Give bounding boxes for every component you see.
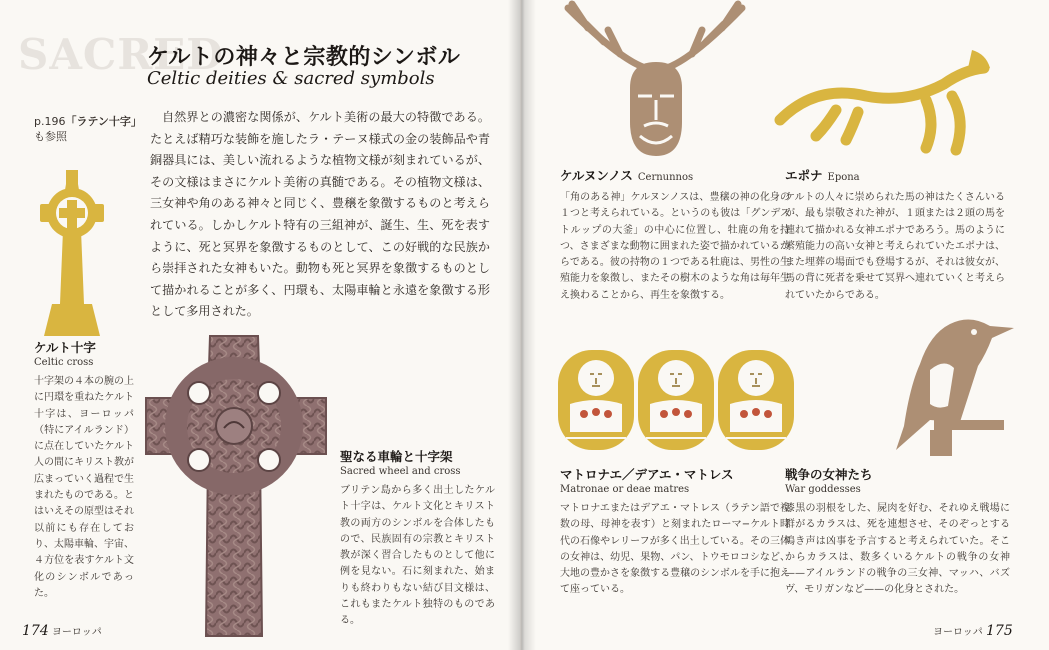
- war-goddesses-subtitle: War goddesses: [785, 484, 861, 495]
- stone-cross-photo: [146, 336, 326, 636]
- page-title-english: Celtic deities & sacred symbols: [147, 68, 435, 89]
- celtic-cross-caption: [34, 338, 134, 602]
- matronae-body: マトロナエまたはデアエ・マトレス（ラテン語で複数の母、母神を表す）と刻まれたローマ−ケルト時代の石像やレリーフが多く出土している。その三体の女神は、幼児、果物、パン、トウモロコシなど、大地の豊かさを象徴する豊穣のシンボルを手に抱えて座っている。: [560, 503, 790, 596]
- intro-paragraph: 自然界との濃密な関係が、ケルト美術の最大の特徴である。たとえば精巧な装飾を施したラ・テーヌ様式の金の装飾品や青銅器具には、美しい流れるような植物文様が刻まれているが、その文様はまさにケルト美術の真髄である。その植物文様は、三女神や角のある神々と同じく、豊穣を象徴するものと考えられている。しかしケルト特有の三組神が、誕生、生、死を表すように、死と冥界を象徴するものとして、この好戦的な民族から崇拝された女神もいた。動物も死と冥界を象徴するものとして描かれることが多く、円環も、太陽車輪と永遠を象徴する形として多用された。: [150, 110, 490, 319]
- book-gutter: [508, 0, 536, 650]
- war-goddesses-body: 漆黒の羽根をした、屍肉を好む、それゆえ戦場に群がるカラスは、死を連想させ、そのぞっとする鳴き声は凶事を予言すると考えられていた。そこからカラスは、数多くいるケルトの戦争の女神——アイルランドの戦争の三女神、マッハ、バズヴ、モリガンなど——の化身とされた。: [785, 503, 1010, 596]
- reference-suffix: も参照: [34, 130, 67, 143]
- celtic-cross-title: ケルト十字: [34, 340, 96, 355]
- celtic-cross-body: 十字架の４本の腕の上に円環を重ねたケルト十字は、ヨーロッパ（特にアイルランド）に点在していたケルト人の間にキリスト教が広まっていく過程で生まれたものである。とはいえその原型はそれ以前にも存在しており、太陽車輪、宇宙、４方位を表すケルト文化のシンボルであった。: [34, 376, 134, 599]
- cernunnos-title: ケルヌンノス: [560, 168, 633, 183]
- sacred-wheel-caption: [340, 447, 495, 630]
- cernunnos-body: 「角のある神」ケルヌンノスは、豊穣の神の化身の１つと考えられている。というのも彼は「グンデストルップの大釜」の中心に位置し、牡鹿の角を持つ、さまざまな動物に囲まれた姿で描かれているからである。彼の持物の１つである牡鹿は、男性の生殖能力を象徴し、またその樹木のような角は毎年生え換わることから、再生を象徴する。: [560, 192, 790, 301]
- epona-body: ケルトの人々に崇められた馬の神はたくさんいるが、最も崇敬された神が、１頭または２頭の馬を連れて描かれる女神エポナであろう。馬のように繁殖能力の高い女神と考えられていたエポナは、また埋葬の場面でも登場するが、それは彼女が、馬の背に死者を乗せて冥界へ連れていくと考えられていたからである。: [785, 192, 1005, 301]
- page-title-japanese: ケルトの神々と宗教的シンボル: [147, 45, 461, 70]
- cernunnos-icon: [560, 0, 750, 160]
- epona-title: エポナ: [785, 168, 823, 183]
- celtic-cross-subtitle: Celtic cross: [34, 357, 94, 368]
- footer-right: [933, 623, 1013, 639]
- matronae-subtitle: Matronae or deae matres: [560, 484, 690, 495]
- sacred-wheel-subtitle: Sacred wheel and cross: [340, 466, 461, 477]
- footer-left: [22, 623, 102, 639]
- page-number-left: 174: [22, 623, 49, 639]
- matronae-title: マトロナエ／デアエ・マトレス: [560, 467, 734, 482]
- matronae-icon: [556, 340, 796, 458]
- war-goddesses-caption: [785, 465, 1010, 599]
- war-goddesses-title: 戦争の女神たち: [785, 467, 873, 482]
- reference-title: 「ラテン十字」: [65, 115, 142, 128]
- epona-caption: [785, 166, 1005, 304]
- sacred-wheel-title: 聖なる車輪と十字架: [340, 449, 453, 464]
- celtic-cross-icon: [40, 170, 104, 336]
- raven-icon: [890, 310, 1018, 456]
- page-number-right: 175: [986, 623, 1013, 639]
- matronae-caption: [560, 465, 790, 599]
- footer-left-label: ヨーロッパ: [51, 627, 102, 638]
- cross-reference: [34, 114, 142, 144]
- sacred-wheel-body: ブリテン島から多く出土したケルト十字は、ケルト文化とキリスト教の両方のシンボルを合体したもので、民族固有の宗教とキリスト教が深く習合したものとして他に例を見ない。石に刻まれた、始まりも終わりもない結び目文様は、これもまたケルト独特のものである。: [340, 485, 495, 627]
- footer-right-label: ヨーロッパ: [933, 627, 983, 638]
- epona-horse-icon: [776, 40, 994, 158]
- reference-page: p.196: [34, 115, 66, 128]
- cernunnos-caption: [560, 166, 790, 304]
- epona-subtitle: Epona: [827, 172, 860, 183]
- cernunnos-subtitle: Cernunnos: [637, 172, 694, 183]
- section-watermark: SACRED: [18, 30, 224, 79]
